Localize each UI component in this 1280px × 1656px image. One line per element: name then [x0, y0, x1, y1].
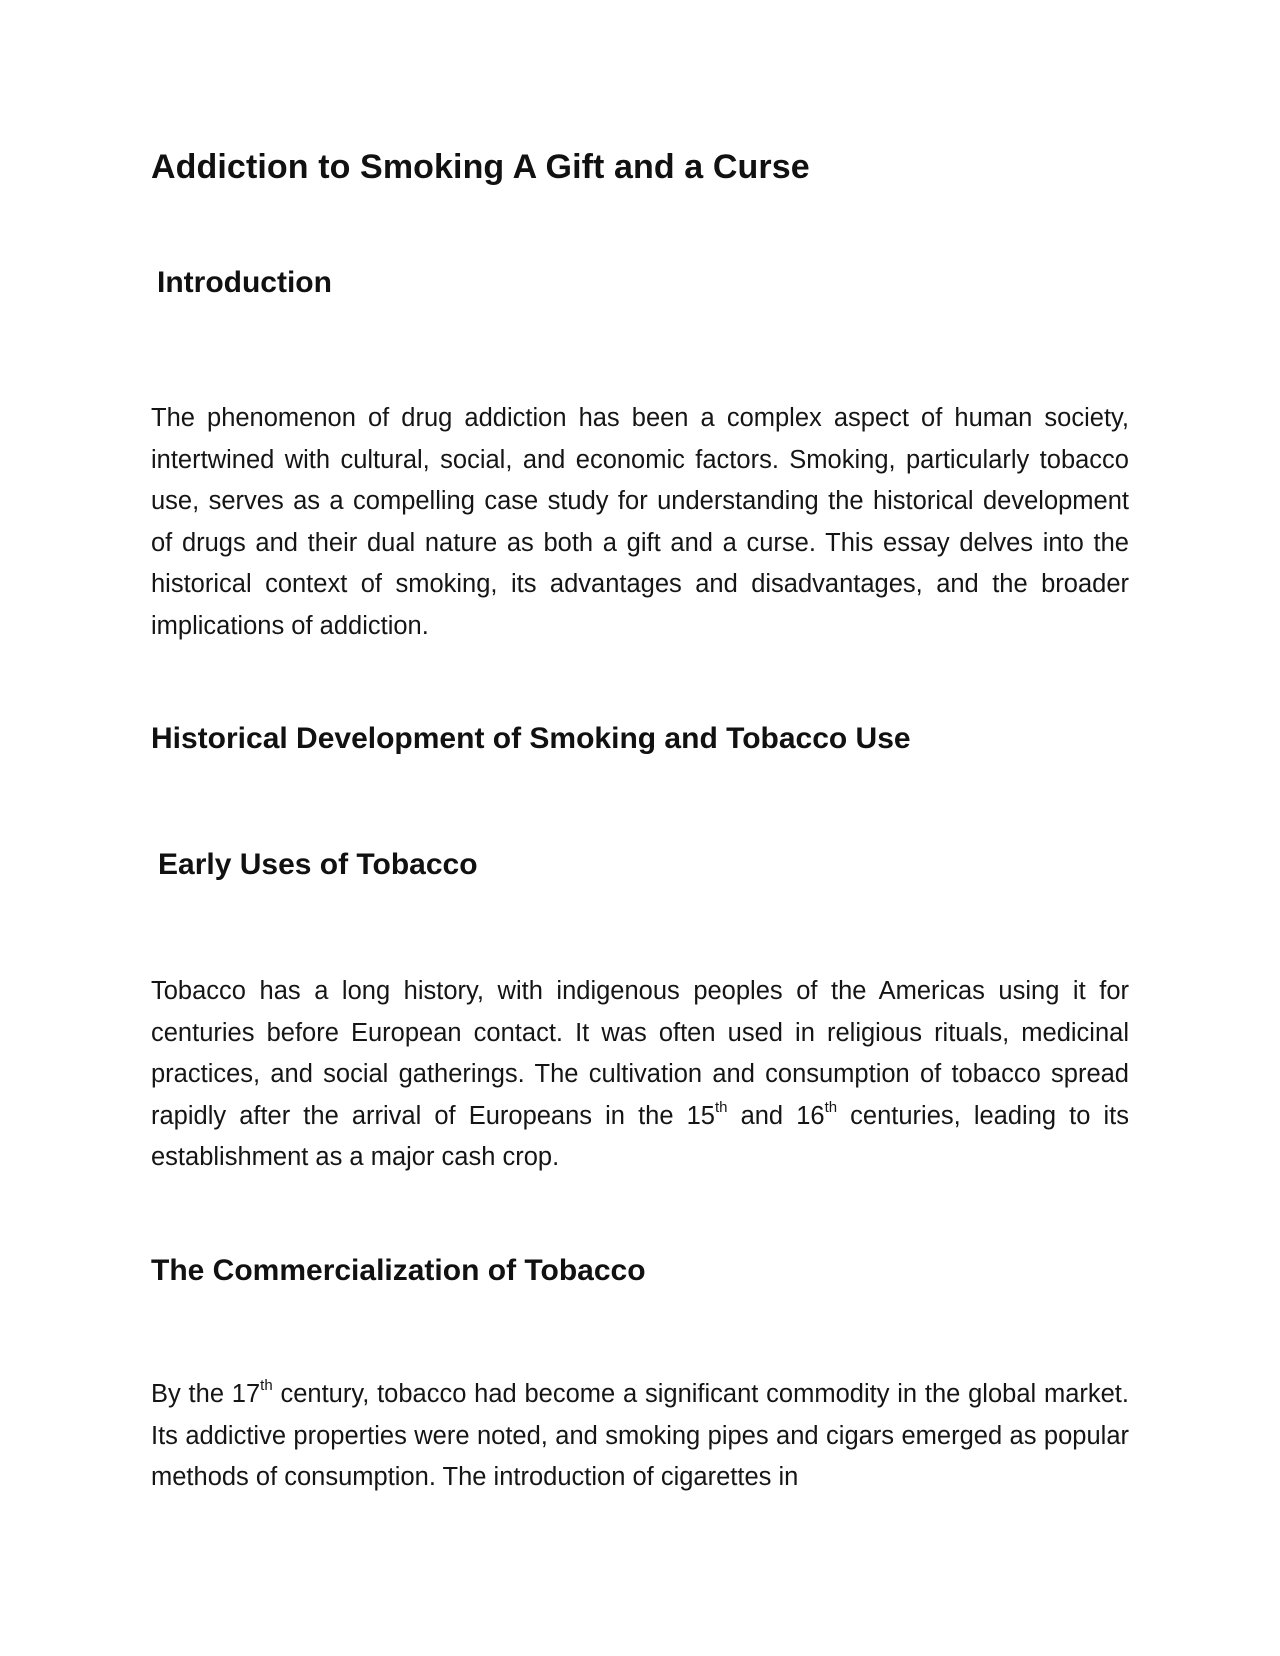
paragraph-introduction: The phenomenon of drug addiction has been a complex aspect of human society, intertwined with cultural, social, and economic factors. Smoking, particularly tobacco use, serves as a compelling case study for understanding the historical development of drugs and their dual nature as both a gift and a curse. This essay delves into the historical context of smoking, its advantages and disadvantages, and the broader implications of addiction.: [151, 404, 1129, 640]
heading-historical-development: Historical Development of Smoking and Tobacco Use: [151, 722, 911, 755]
paragraph-early-uses: [151, 971, 1129, 1179]
superscript: th: [714, 1098, 728, 1116]
text-run: and 16: [727, 1101, 825, 1130]
paragraph-commercialization: [151, 1374, 1129, 1499]
heading-commercialization: The Commercialization of Tobacco: [151, 1254, 646, 1287]
text-run: centuries, leading to its establishment as a major cash crop.: [151, 1101, 1129, 1171]
document-title: Addiction to Smoking A Gift and a Curse: [151, 148, 810, 186]
text-run: Tobacco has a long history, with indigenous peoples of the Americas using it for centuries before European contact. It was often used in religious rituals, medicinal practices, and social gatherings. The cultivation and consumption of tobacco spread rapidly after the arrival of Europeans in the 15: [151, 977, 1129, 1130]
text-run: By the 17: [151, 1380, 261, 1408]
text-run: century, tobacco had become a significant commodity in the global market. Its addictive properties were noted, and smoking pipes and cigars emerged as popular methods of consumption. The introduction of cigarettes in: [151, 1380, 1129, 1491]
superscript: th: [260, 1377, 273, 1394]
superscript: th: [824, 1098, 838, 1116]
heading-introduction: Introduction: [157, 266, 332, 299]
heading-early-uses: Early Uses of Tobacco: [158, 848, 478, 881]
